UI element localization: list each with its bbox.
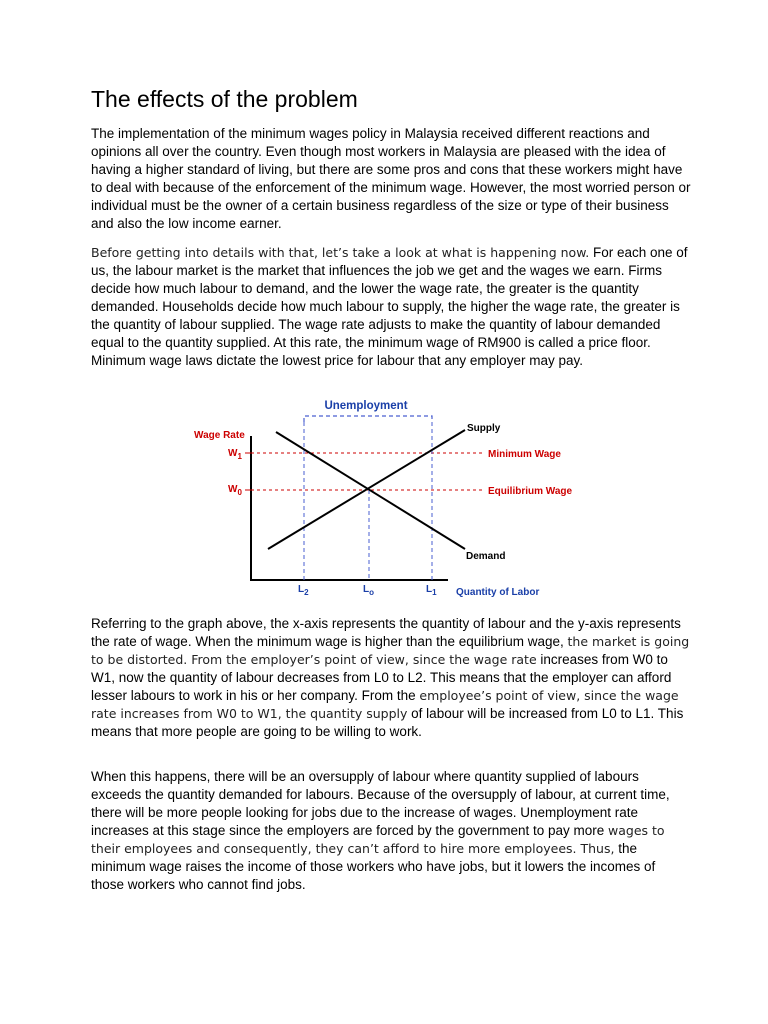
labour-market-graph <box>180 392 600 607</box>
w0-tick-label <box>228 484 242 497</box>
svg-text:L1: $L_1$ <box>426 584 437 597</box>
paragraph-labour-market-body: For each one of us, the labour market is the market that influences the job we get and the wages we earn. Firms decide how much labour to demand, and the lower the wage rate, the greater is the quantity demanded. Households decide how much labour to supply, the higher the wage rate, the greater is the quantity of labour supplied. The wage rate adjusts to make the quantity of labour demanded equal to the quantity supplied. At this rate, the minimum wage of RM900 is called a price floor. Minimum wage laws dictate the lowest price for labour that any employer may pay. <box>91 245 688 368</box>
paragraph-graph-part5: of labour will be increased from L0 to L1. This means that more people are going to be willing to work. <box>91 706 684 739</box>
minimum-wage-label: Minimum Wage <box>488 449 561 460</box>
svg-text:L2: $L_2$ <box>298 584 309 597</box>
supply-label: Supply <box>467 423 501 434</box>
page-title: The effects of the problem <box>91 86 358 112</box>
demand-curve <box>276 432 465 549</box>
unemployment-bracket <box>304 416 432 422</box>
svg-text:W0: $W_0$ <box>228 484 242 497</box>
paragraph-graph-part4: employee’s point of view, since the wage rate increases from W0 to W1, the quantity supply <box>91 688 679 721</box>
equilibrium-wage-label: Equilibrium Wage <box>488 486 573 497</box>
paragraph-labour-market <box>91 244 691 370</box>
l1-tick-label <box>426 584 437 597</box>
demand-label: Demand <box>466 551 506 562</box>
svg-text:W1: $W_1$ <box>228 448 242 461</box>
paragraph-oversupply-part2: wages to their employees and consequently, they can’t afford to hire more employees. Thus, <box>91 823 665 856</box>
paragraph-oversupply-part1: When this happens, there will be an oversupply of labour where quantity supplied of labours exceeds the quantity demanded for labours. Because of the oversupply of labour, at current time, there will be more people looking for jobs due to the increase of wages. Unemployment rate increases at this stage since the employers are forced by the government to pay more <box>91 769 670 838</box>
paragraph-graph-part3: increases from W0 to W1, now the quantity of labour decreases from L0 to L2. This means that the employer can afford lesser labours to work in his or her company. From the <box>91 652 672 703</box>
svg-text:Lo: $L_o$ <box>363 584 374 597</box>
paragraph-oversupply-part3: the minimum wage raises the income of those workers who have jobs, but it lowers the incomes of those workers who cannot find jobs. <box>91 841 656 892</box>
unemployment-label: Unemployment <box>324 400 408 412</box>
w1-tick-label <box>228 448 242 461</box>
paragraph-effects-intro: The implementation of the minimum wages policy in Malaysia received different reactions and opinions all over the country. Even though most workers in Malaysia are pleased with the idea of having a higher standard of living, but there are some pros and cons that these workers might have to deal with because of the enforcement of the minimum wage. However, the most worried person or individual must be the owner of a certain business regardless of the size or type of their business and also the low income earner. <box>91 126 691 231</box>
paragraph-graph-part2: the market is going to be distorted. From the employer’s point of view, since the wage rate <box>91 634 690 667</box>
l0-tick-label <box>363 584 374 597</box>
y-axis-label: Wage Rate <box>194 430 245 441</box>
x-axis-label: Quantity of Labor <box>456 587 540 598</box>
paragraph-graph-part1: Referring to the graph above, the x-axis represents the quantity of labour and the y-axis represents the rate of wage. When the minimum wage is higher than the equilibrium wage, <box>91 616 681 649</box>
paragraph-graph-explanation <box>91 615 691 741</box>
paragraph-labour-market-intro: Before getting into details with that, let’s take a look at what is happening now. <box>91 245 590 260</box>
l2-tick-label <box>298 584 309 597</box>
paragraph-oversupply <box>91 768 691 894</box>
